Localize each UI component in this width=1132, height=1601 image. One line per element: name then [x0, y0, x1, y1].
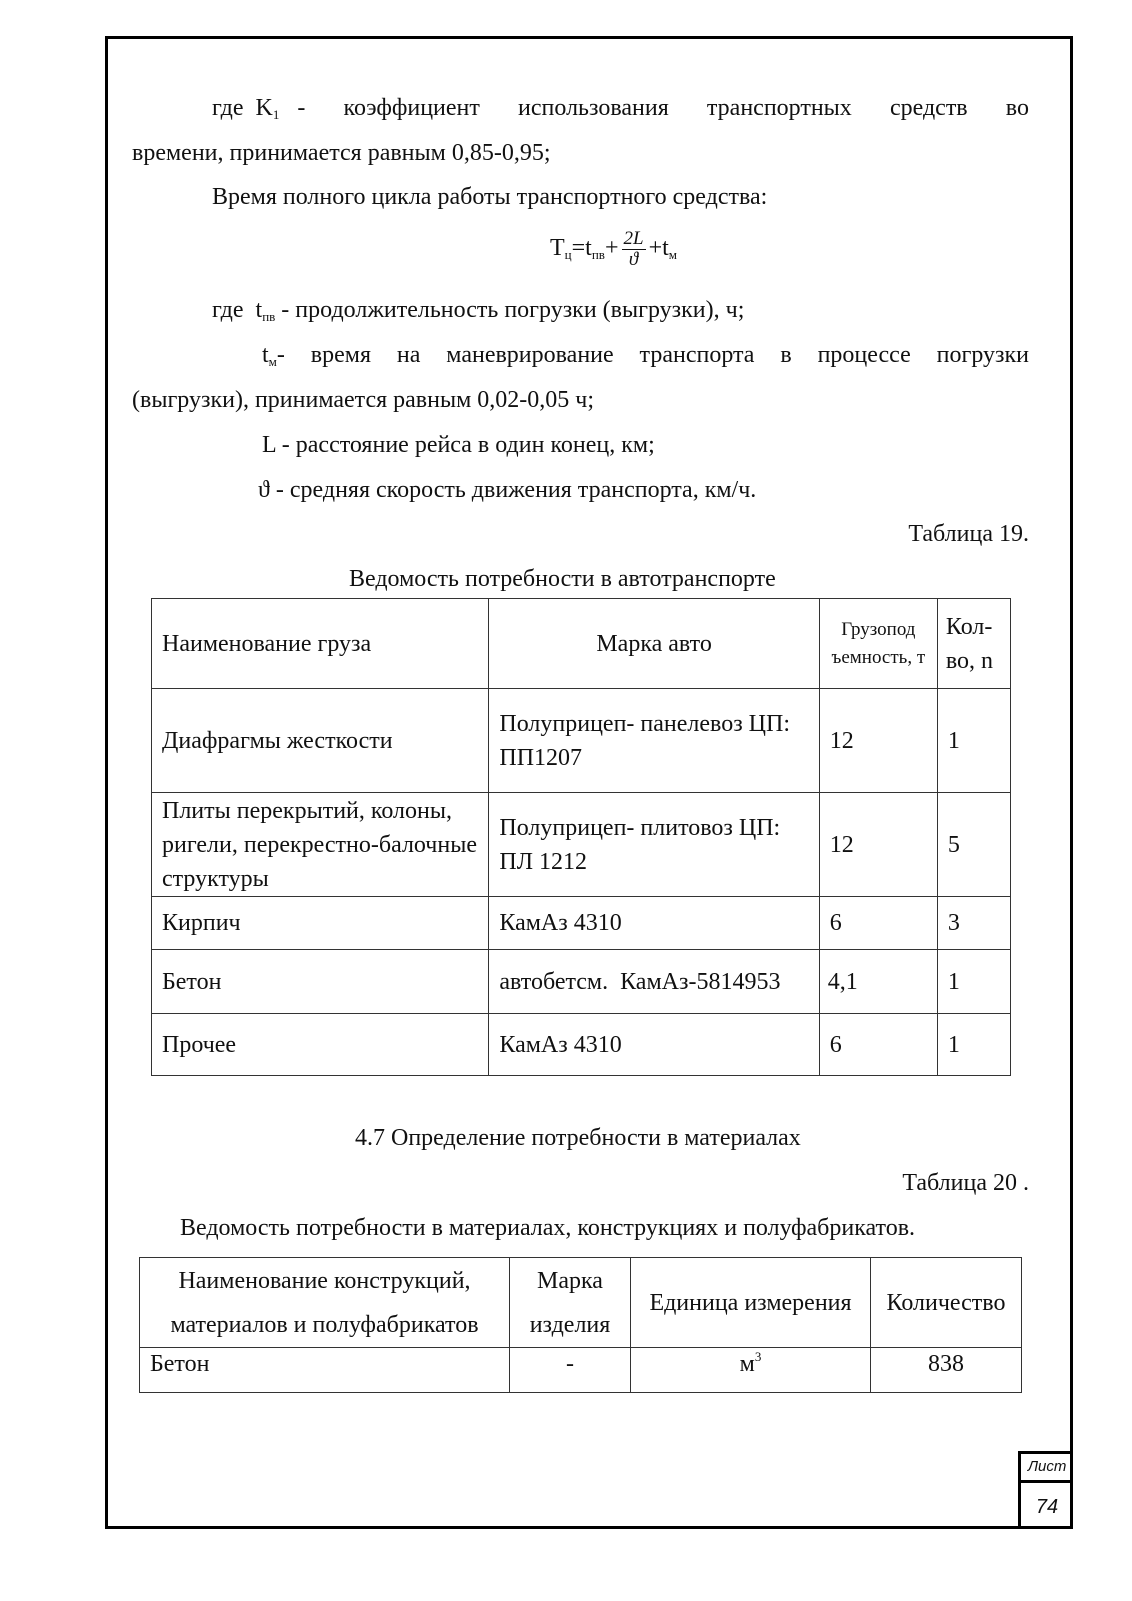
table-row: [140, 1348, 1022, 1393]
table-header: Грузопод ъемность, т: [819, 599, 937, 689]
table19: [151, 598, 1011, 1076]
sheet-number: 74: [1035, 1496, 1059, 1518]
table-row: [152, 897, 1011, 950]
table-cell: КамАз 4310: [489, 1014, 819, 1076]
table19-title: Ведомость потребности в автотранспорте: [349, 566, 776, 592]
table-cell: КамАз 4310: [489, 897, 819, 950]
table-cell: 5: [937, 793, 1010, 897]
table-cell: 6: [819, 897, 937, 950]
table-cell: Полуприцеп- плитовоз ЦП: ПЛ 1212: [489, 793, 819, 897]
table-cell: 12: [819, 793, 937, 897]
table20-title: Ведомость потребности в материалах, конструкциях и полуфабрикатов.: [180, 1215, 916, 1241]
para1-line2: времени, принимается равным 0,85-0,95;: [132, 140, 551, 166]
table20: [139, 1257, 1022, 1393]
table-header: Марка авто: [489, 599, 819, 689]
table-header-row: [152, 599, 1011, 689]
table-cell: 4,1: [819, 950, 937, 1014]
table-row: [152, 689, 1011, 793]
table-header: Количество: [871, 1258, 1022, 1348]
table-cell: 1: [937, 1014, 1010, 1076]
table-cell: 838: [871, 1348, 1022, 1393]
cycle-heading: Время полного цикла работы транспортного средства:: [212, 184, 768, 210]
table-header: Марка изделия: [510, 1258, 631, 1348]
section-heading: 4.7 Определение потребности в материалах: [355, 1125, 801, 1151]
def-tm-line2: (выгрузки), принимается равным 0,02-0,05 ч;: [132, 387, 594, 413]
table-header: Наименование конструкций, материалов и полуфабрикатов: [140, 1258, 510, 1348]
formula-fraction: $\frac{2L}{ϑ}$: [623, 227, 644, 270]
para1-word: использования: [518, 95, 669, 121]
cycle-formula: $T_ц=t_{пв}+$ $\frac{2L}{ϑ}$ $+t_м$: [550, 227, 678, 270]
table-cell: Плиты перекрытий, колоны, ригели, перекрестно-балочные структуры: [152, 793, 489, 897]
table-cell: Бетон: [152, 950, 489, 1014]
table-row: [152, 1014, 1011, 1076]
sheet-label: Лист: [1021, 1454, 1073, 1483]
table-header: Кол-во, n: [937, 599, 1010, 689]
def-tm-symbol: $t_м-$: [262, 342, 285, 369]
table20-label: Таблица 20 .: [902, 1170, 1029, 1196]
para1-gde-k: где $K_1$ -: [212, 95, 306, 122]
table-cell: 12: [819, 689, 937, 793]
table-cell: 6: [819, 1014, 937, 1076]
table-row: [152, 950, 1011, 1014]
table19-label: Таблица 19.: [908, 521, 1029, 547]
table-cell: автобетсм. КамАз-5814953: [489, 950, 819, 1014]
table-cell: Полуприцеп- панелевоз ЦП: ПП1207: [489, 689, 819, 793]
para1-word: коэффициент: [343, 95, 480, 121]
def-tpv: где $t_{пв}$ - продолжительность погрузки (выгрузки), ч;: [212, 297, 745, 324]
def-l: L - расстояние рейса в один конец, км;: [262, 432, 655, 458]
def-v: ϑ - средняя скорость движения транспорта, км/ч.: [258, 477, 757, 503]
para1-word: во: [1005, 95, 1029, 121]
table-cell: 1: [937, 950, 1010, 1014]
table-cell: Кирпич: [152, 897, 489, 950]
para1-line1: [212, 94, 1029, 122]
table-cell: 3: [937, 897, 1010, 950]
table-cell: Диафрагмы жесткости: [152, 689, 489, 793]
table-cell: 1: [937, 689, 1010, 793]
table-row: [152, 793, 1011, 897]
table-cell: Прочее: [152, 1014, 489, 1076]
def-tm-line1: $t_м-$ время на маневрирование транспорта в процессе погрузки: [262, 342, 1029, 369]
para1-word: средств: [889, 95, 968, 121]
sheet-stamp: [1018, 1451, 1073, 1529]
table-cell: Бетон: [140, 1348, 510, 1393]
table-header: Наименование груза: [152, 599, 489, 689]
table-cell: -: [510, 1348, 631, 1393]
table-header-row: [140, 1258, 1022, 1348]
table-cell: $м^3$: [631, 1348, 871, 1393]
table-header: Единица измерения: [631, 1258, 871, 1348]
para1-word: транспортных: [706, 95, 852, 121]
